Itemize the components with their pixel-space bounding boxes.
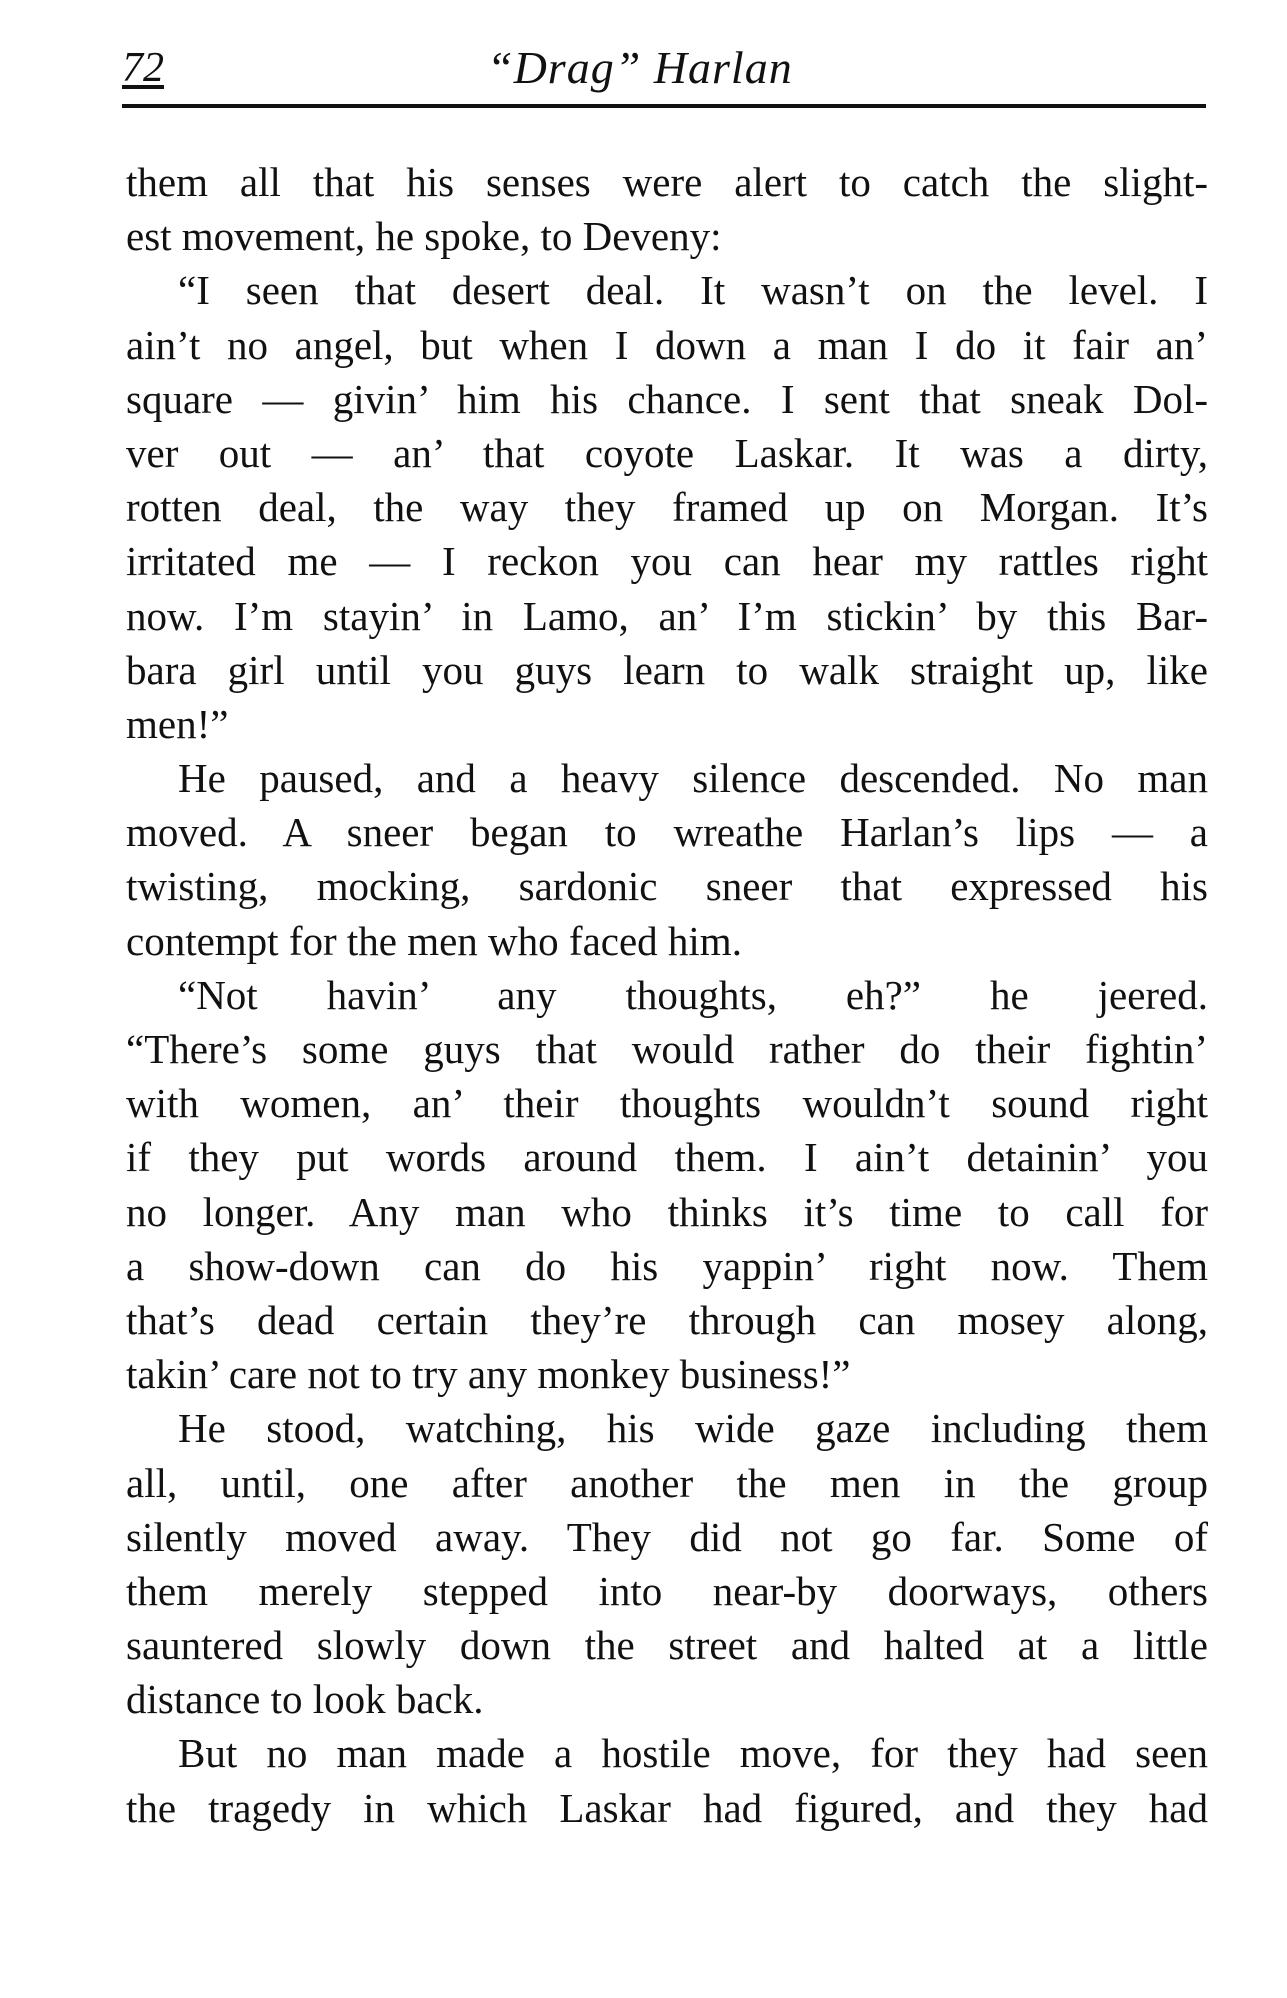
- page-number: 72: [122, 45, 164, 91]
- text-line: He paused, and a heavy silence descended. No man: [178, 755, 1208, 802]
- text-line: ain’t no angel, but when I down a man I do it fair an’: [126, 321, 1208, 368]
- text-line: He stood, watching, his wide gaze including them: [178, 1405, 1208, 1452]
- text-line: square — givin’ him his chance. I sent that sneak Dol-: [126, 375, 1208, 422]
- text-line: with women, an’ their thoughts wouldn’t sound right: [126, 1080, 1208, 1127]
- text-line: silently moved away. They did not go far. Some of: [126, 1513, 1208, 1560]
- text-line: est movement, he spoke, to Deveny:: [126, 213, 722, 260]
- text-line: moved. A sneer began to wreathe Harlan’s lips — a: [126, 809, 1208, 856]
- text-line: them merely stepped into near-by doorways, others: [126, 1567, 1208, 1614]
- text-line: sauntered slowly down the street and halted at a little: [126, 1622, 1208, 1669]
- text-line: distance to look back.: [126, 1676, 484, 1723]
- text-line: “I seen that desert deal. It wasn’t on the level. I: [178, 267, 1208, 314]
- text-line: “There’s some guys that would rather do their fightin’: [126, 1026, 1208, 1072]
- text-line: men!”: [126, 700, 229, 747]
- text-line: a show-down can do his yappin’ right now. Them: [126, 1242, 1208, 1289]
- text-line: no longer. Any man who thinks it’s time to call for: [126, 1188, 1208, 1235]
- header-rule: [122, 104, 1206, 108]
- text-line: contempt for the men who faced him.: [126, 917, 742, 964]
- text-line: bara girl until you guys learn to walk straight up, like: [126, 646, 1208, 693]
- text-line: them all that his senses were alert to catch the slight-: [126, 159, 1208, 205]
- text-line: irritated me — I reckon you can hear my rattles right: [126, 538, 1208, 585]
- text-line: takin’ care not to try any monkey business!”: [126, 1351, 851, 1398]
- text-line: the tragedy in which Laskar had figured, and they had: [126, 1784, 1208, 1831]
- text-line: if they put words around them. I ain’t detainin’ you: [126, 1134, 1208, 1181]
- text-line: now. I’m stayin’ in Lamo, an’ I’m stickin’ by this Bar-: [126, 592, 1208, 639]
- text-line: But no man made a hostile move, for they had seen: [178, 1730, 1208, 1777]
- body-text: [126, 155, 1208, 1835]
- text-line: all, until, one after another the men in the group: [126, 1459, 1208, 1506]
- running-head-title: “Drag” Harlan: [487, 42, 793, 93]
- text-line: ver out — an’ that coyote Laskar. It was a dirty,: [126, 429, 1208, 476]
- text-line: “Not havin’ any thoughts, eh?” he jeered.: [178, 971, 1208, 1018]
- page-header: [122, 38, 1206, 98]
- text-line: rotten deal, the way they framed up on Morgan. It’s: [126, 484, 1208, 531]
- text-line: twisting, mocking, sardonic sneer that expressed his: [126, 863, 1208, 910]
- text-line: that’s dead certain they’re through can mosey along,: [126, 1296, 1208, 1343]
